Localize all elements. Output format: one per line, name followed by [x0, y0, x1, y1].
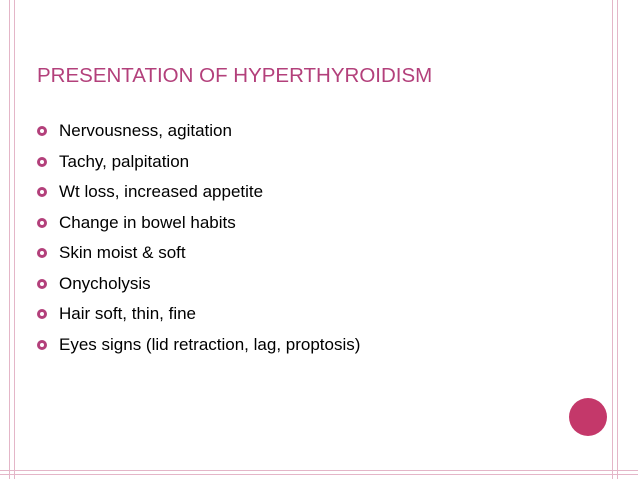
bullet-text: Eyes signs (lid retraction, lag, proptosis) — [59, 334, 361, 354]
bullet-text: Onycholysis — [59, 273, 151, 293]
ring-bullet-icon — [37, 309, 47, 319]
list-item — [37, 147, 360, 178]
frame-line-left-outer — [9, 0, 10, 479]
ring-bullet-icon — [37, 187, 47, 197]
frame-line-right-outer — [617, 0, 618, 479]
frame-line-bottom-outer — [0, 474, 638, 475]
bullet-text: Skin moist & soft — [59, 243, 186, 263]
ring-bullet-icon — [37, 248, 47, 258]
list-item — [37, 299, 360, 330]
ring-bullet-icon — [37, 279, 47, 289]
bullet-text: Wt loss, increased appetite — [59, 182, 264, 202]
list-item — [37, 238, 360, 269]
slide-title: PRESENTATION OF HYPERTHYROIDISM — [37, 64, 433, 87]
list-item — [37, 330, 360, 361]
ring-bullet-icon — [37, 126, 47, 136]
bullet-text: Nervousness, agitation — [59, 121, 232, 141]
list-item — [37, 269, 360, 300]
bullet-text: Change in bowel habits — [59, 212, 236, 232]
bullet-list — [37, 116, 360, 360]
frame-line-left-inner — [14, 0, 15, 479]
decorative-circle — [569, 398, 607, 436]
list-item — [37, 177, 360, 208]
frame-line-right-inner — [612, 0, 613, 479]
frame-line-bottom-inner — [0, 470, 638, 471]
ring-bullet-icon — [37, 340, 47, 350]
list-item — [37, 208, 360, 239]
ring-bullet-icon — [37, 157, 47, 167]
bullet-text: Tachy, palpitation — [59, 151, 190, 171]
list-item — [37, 116, 360, 147]
ring-bullet-icon — [37, 218, 47, 228]
bullet-text: Hair soft, thin, fine — [59, 304, 197, 324]
